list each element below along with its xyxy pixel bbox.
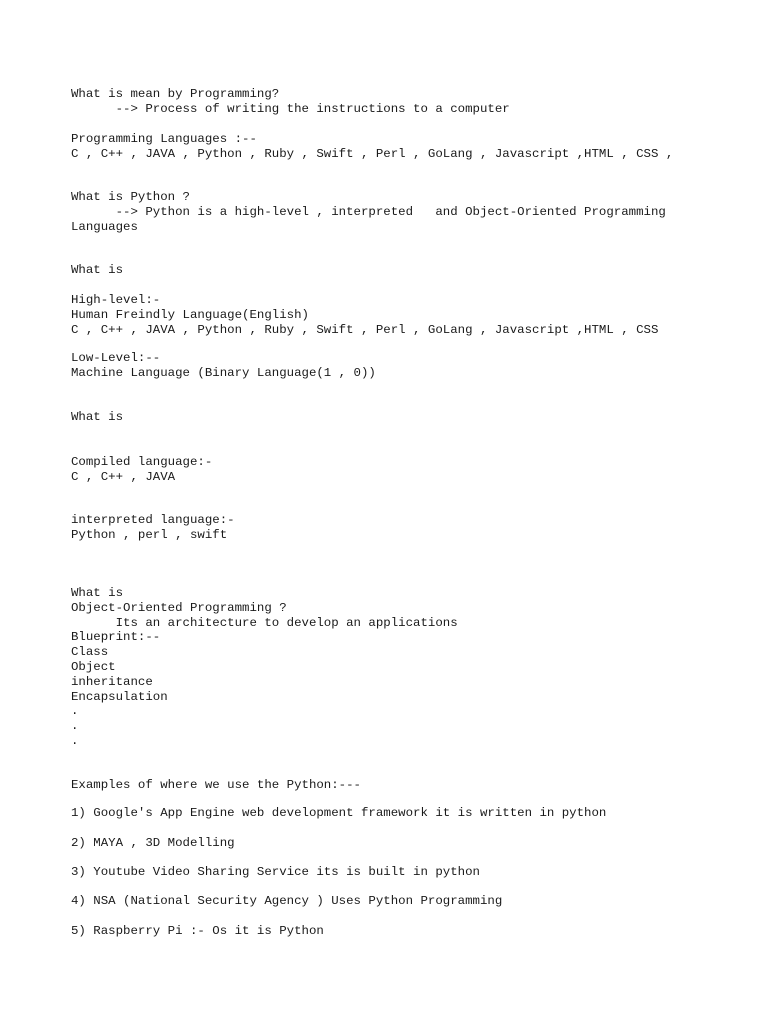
example-item: 3) Youtube Video Sharing Service its is built in python	[71, 865, 480, 879]
answer-python-continued: Languages	[71, 220, 138, 234]
low-level-description: Machine Language (Binary Language(1 , 0))	[71, 366, 376, 380]
what-is-line: What is	[71, 263, 124, 277]
oop-concept-item: inheritance	[71, 675, 153, 689]
heading-blueprint: Blueprint:--	[71, 630, 161, 644]
example-item: 5) Raspberry Pi :- Os it is Python	[71, 924, 324, 938]
heading-programming-languages: Programming Languages :--	[71, 132, 257, 146]
languages-list: C , C++ , JAVA , Python , Ruby , Swift , Perl , GoLang , Javascript ,HTML , CSS ,	[71, 147, 674, 161]
interpreted-languages-list: Python , perl , swift	[71, 528, 228, 542]
compiled-languages-list: C , C++ , JAVA	[71, 470, 176, 484]
heading-interpreted-language: interpreted language:-	[71, 513, 235, 527]
oop-concept-item: Class	[71, 645, 109, 659]
ellipsis-dot: .	[71, 704, 79, 718]
heading-python-examples: Examples of where we use the Python:---	[71, 778, 361, 792]
example-item: 2) MAYA , 3D Modelling	[71, 836, 235, 850]
heading-compiled-language: Compiled language:-	[71, 455, 213, 469]
oop-concept-item: Encapsulation	[71, 690, 168, 704]
high-level-description: Human Freindly Language(English)	[71, 308, 309, 322]
answer-programming: --> Process of writing the instructions to a computer	[71, 102, 510, 116]
ellipsis-dot: .	[71, 734, 79, 748]
example-item: 1) Google's App Engine web development framework it is written in python	[71, 806, 607, 820]
question-python: What is Python ?	[71, 190, 190, 204]
high-level-languages: C , C++ , JAVA , Python , Ruby , Swift , Perl , GoLang , Javascript ,HTML , CSS	[71, 323, 659, 337]
what-is-line: What is	[71, 410, 124, 424]
what-is-line: What is	[71, 586, 124, 600]
answer-python: --> Python is a high-level , interpreted and Object-Oriented Programming	[71, 205, 666, 219]
oop-concept-item: Object	[71, 660, 116, 674]
heading-low-level: Low-Level:--	[71, 351, 161, 365]
question-oop: Object-Oriented Programming ?	[71, 601, 287, 615]
question-programming: What is mean by Programming?	[71, 87, 280, 101]
ellipsis-dot: .	[71, 719, 79, 733]
heading-high-level: High-level:-	[71, 293, 161, 307]
answer-oop: Its an architecture to develop an applications	[71, 616, 458, 630]
example-item: 4) NSA (National Security Agency ) Uses Python Programming	[71, 894, 503, 908]
